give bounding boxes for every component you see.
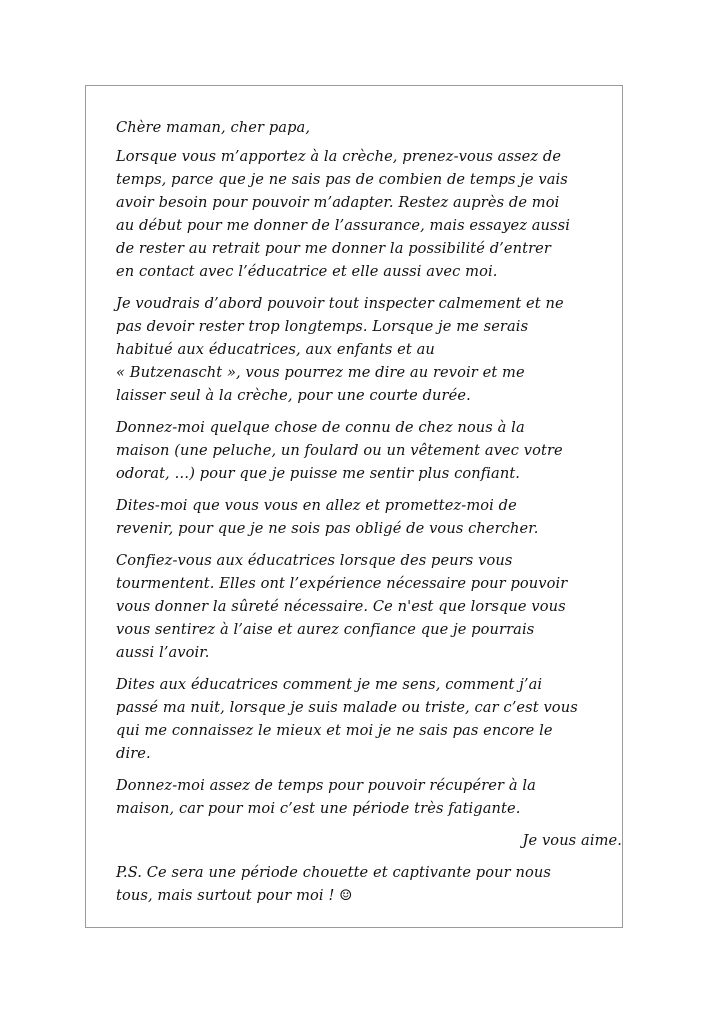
text-line: Donnez-moi assez de temps pour pouvoir récupérer à la — [116, 777, 536, 794]
text-line: Dites-moi que vous vous en allez et promettez-moi de — [116, 497, 517, 514]
text-line: laisser seul à la crèche, pour une courte durée. — [116, 387, 471, 404]
text-line: revenir, pour que je ne sois pas obligé de vous chercher. — [116, 520, 539, 537]
text-line: de rester au retrait pour me donner la possibilité d’entrer — [116, 240, 551, 257]
text-line: tous, mais surtout pour moi ! ☺ — [116, 887, 353, 904]
text-line: odorat, …) pour que je puisse me sentir plus confiant. — [116, 465, 521, 482]
paragraph-arrival-time — [116, 145, 622, 283]
paragraph-recovery-time — [116, 774, 622, 820]
text-line: habitué aux éducatrices, aux enfants et au — [116, 341, 435, 358]
text-line: vous sentirez à l’aise et aurez confiance que je pourrais — [116, 621, 535, 638]
text-line: Je voudrais d’abord pouvoir tout inspecter calmement et ne — [116, 295, 564, 312]
text-line: au début pour me donner de l’assurance, mais essayez aussi — [116, 217, 570, 234]
paragraph-tell-educators — [116, 673, 622, 765]
paragraph-say-goodbye — [116, 494, 622, 540]
text-line: qui me connaissez le mieux et moi je ne sais pas encore le — [116, 722, 553, 739]
text-line: Donnez-moi quelque chose de connu de chez nous à la — [116, 419, 525, 436]
text-line: tourmentent. Elles ont l’expérience nécessaire pour pouvoir — [116, 575, 568, 592]
text-line: avoir besoin pour pouvoir m’adapter. Restez auprès de moi — [116, 194, 560, 211]
text-line: Dites aux éducatrices comment je me sens, comment j’ai — [116, 676, 543, 693]
text-line: « Butzenascht », vous pourrez me dire au revoir et me — [116, 364, 525, 381]
text-line: en contact avec l’éducatrice et elle aussi avec moi. — [116, 263, 498, 280]
letter-signoff: Je vous aime. — [522, 832, 622, 849]
text-line: temps, parce que je ne sais pas de combien de temps je vais — [116, 171, 568, 188]
letter-greeting: Chère maman, cher papa, — [116, 119, 311, 136]
paragraph-familiar-object — [116, 416, 622, 485]
letter-postscript — [116, 861, 622, 907]
text-line: Confiez-vous aux éducatrices lorsque des peurs vous — [116, 552, 513, 569]
text-line: vous donner la sûreté nécessaire. Ce n'est que lorsque vous — [116, 598, 566, 615]
text-line: dire. — [116, 745, 151, 762]
text-line: pas devoir rester trop longtemps. Lorsque je me serais — [116, 318, 529, 335]
text-line: aussi l’avoir. — [116, 644, 210, 661]
text-line: maison, car pour moi c’est une période très fatigante. — [116, 800, 521, 817]
text-line: Lorsque vous m’apportez à la crèche, prenez-vous assez de — [116, 148, 562, 165]
letter-body — [116, 116, 622, 916]
text-line: passé ma nuit, lorsque je suis malade ou triste, car c’est vous — [116, 699, 578, 716]
text-line: maison (une peluche, un foulard ou un vêtement avec votre — [116, 442, 563, 459]
paragraph-inspect-calmly — [116, 292, 622, 407]
paragraph-trust-educators — [116, 549, 622, 664]
text-line: P.S. Ce sera une période chouette et captivante pour nous — [116, 864, 551, 881]
